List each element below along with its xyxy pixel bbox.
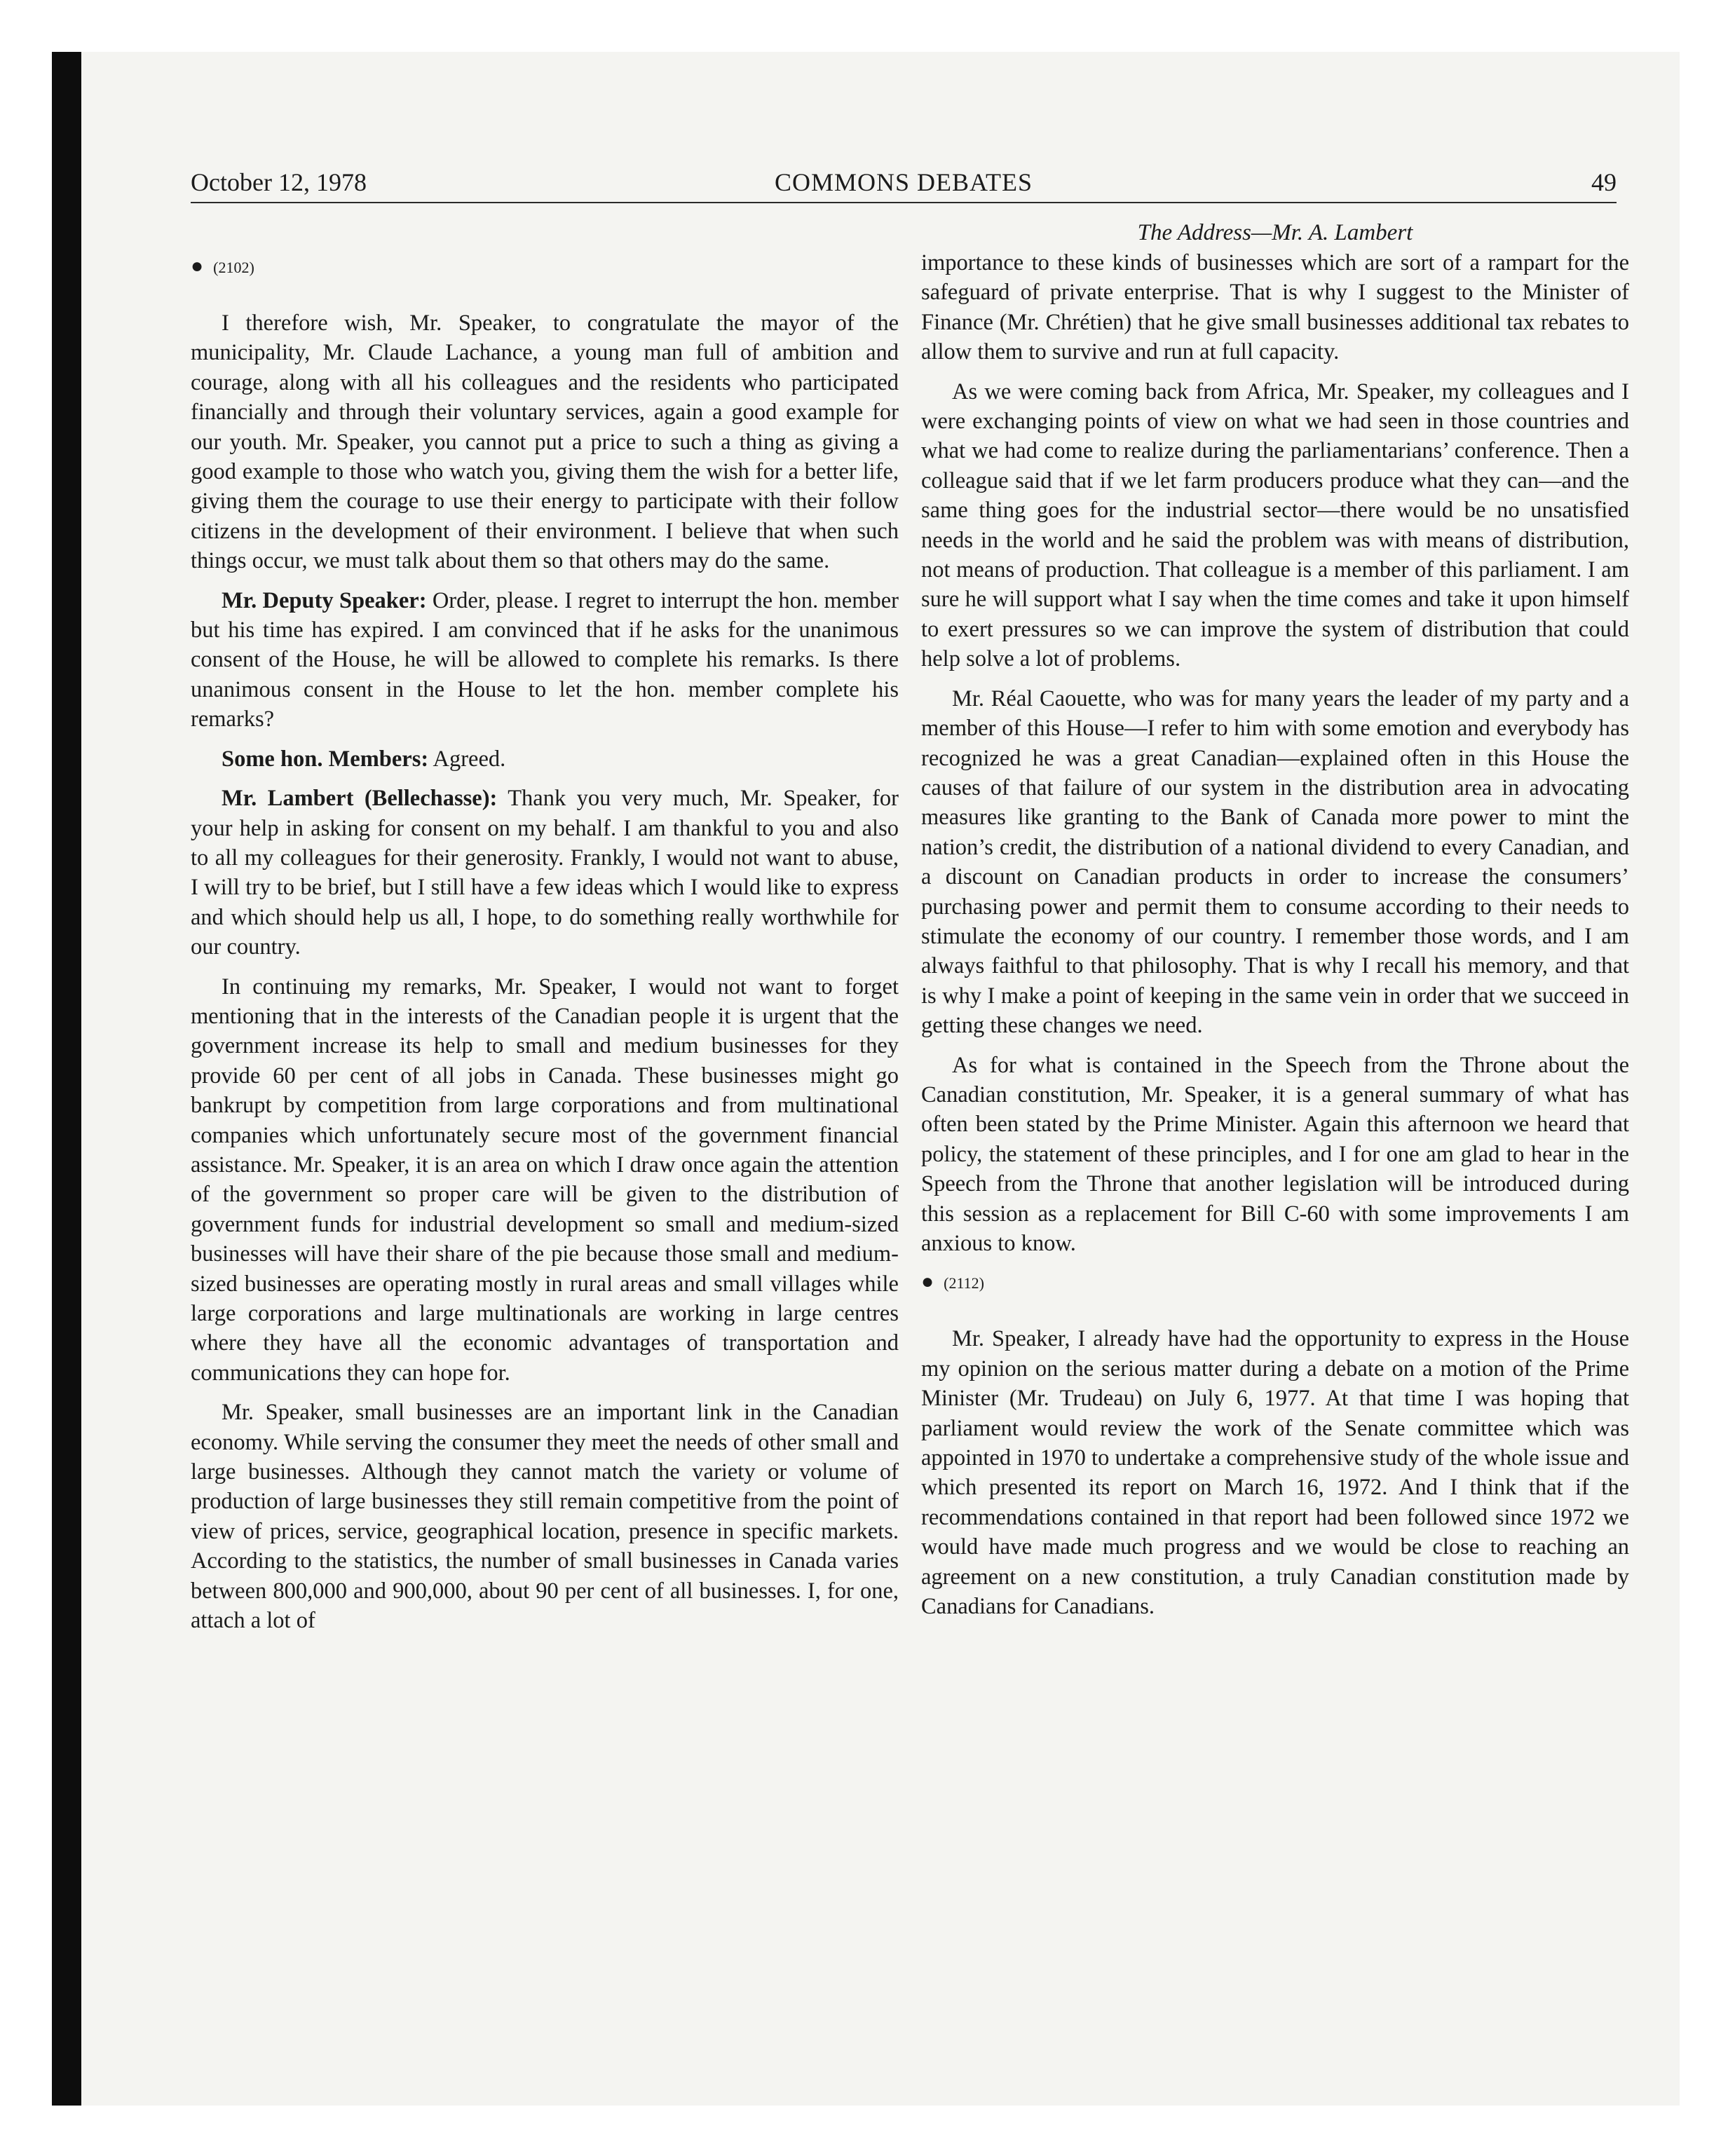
bullet-icon: ● [921, 1270, 934, 1294]
bullet-icon: ● [191, 254, 204, 278]
time-marker-label: (2102) [213, 259, 254, 276]
right-column [921, 210, 1629, 1631]
paragraph-continuing: In continuing my remarks, Mr. Speaker, I would not want to forget mentioning that in the interests of the Canadian people it is urgent that the government increase its help to small and medium businesses for they provide 60 per cent of all jobs in Canada. These businesses might go bankrupt by competition from large corporations and from multinational companies which unfortunately secure most of the government financial assistance. Mr. Speaker, it is an area on which I draw once again the attention of the government so proper care will be given to the distribution of government funds for industrial development so small and medium-sized businesses will have their share of the pie because those small and medium-sized businesses are operating mostly in rural areas and small villages while large corporations and large multinationals are working in large centres where they have all the economic advantages of transportation and communications they can hope for. [191, 974, 899, 1386]
header-page-number: 49 [1591, 168, 1617, 196]
page-header [191, 165, 1617, 203]
speech-text: Thank you very much, Mr. Speaker, for your help in asking for consent on my behalf. I am thankful to you and also to all my colleagues for their generosity. Frankly, I would not want to abuse, I will try to be brief, but I still have a few ideas which I would like to express and which should help us all, I hope, to do something really worthwhile for our country. [191, 786, 899, 960]
running-head: The Address—Mr. A. Lambert [1137, 220, 1413, 245]
paragraph-caouette: Mr. Réal Caouette, who was for many years the leader of my party and a member of this House—I refer to him with some emotion and everybody has recognized he was a great Canadian—explained often in this House the causes of that failure of our system in the distribution area in advocating measures like granting to the Bank of Canada more power to mint the nation’s credit, the distribution of a national dividend to every Canadian, and a discount on Canadian products in order to increase the consumers’ purchasing power and permit them to consume according to their needs to stimulate the economy of our country. I remember those words, and I am always faithful to that philosophy. That is why I recall his memory, and that is why I make a point of keeping in the same vein in order that we succeed in getting these changes we need. [921, 685, 1629, 1039]
speaker-label: Mr. Deputy Speaker: [222, 587, 427, 613]
paragraph-africa: As we were coming back from Africa, Mr. Speaker, my colleagues and I were exchanging points of view on what we had seen in those countries and what we had come to realize during the parliamentarians’ conference. Then a colleague said that if we let farm producers produce what they can—and the same thing goes for the industrial sector—there would be no unsatisfied needs in the world and he said the problem was with means of distribution, not means of production. That colleague is a member of this parliament. I am sure he will support what I say when the time comes and take it upon himself to exert pressures so we can improve the system of distribution that could help solve a lot of problems. [921, 378, 1629, 672]
paragraph-small-business: Mr. Speaker, small businesses are an important link in the Canadian economy. While serving the consumer they meet the needs of other small and large businesses. Although they cannot match the variety or volume of production of large businesses they still remain competitive from the point of view of prices, service, geographical location, presence in specific markets. According to the statistics, the number of small businesses in Canada varies between 800,000 and 900,000, about 90 per cent of all businesses. I, for one, attach a lot of [191, 1400, 899, 1634]
speech-text: Agreed. [428, 746, 506, 772]
speaker-label: Mr. Lambert (Bellechasse): [222, 786, 498, 812]
speech-text: Order, please. I regret to interrupt the hon. member but his time has expired. I am convinced that if he asks for the unanimous consent of the House, he will be allowed to complete his remarks. Is there unanimous consent in the House to let the hon. member complete his remarks? [191, 587, 899, 732]
paragraph-constitution: As for what is contained in the Speech from the Throne about the Canadian constitution, Mr. Speaker, it is a general summary of what has often been stated by the Prime Minister. Again this afternoon we heard that policy, the statement of these principles, and I for one am glad to hear in the Speech from the Throne that another legislation will be introduced during this session as a replacement for Bill C-60 with some improvements I am anxious to know. [921, 1052, 1629, 1256]
time-marker-2112 [921, 1268, 1629, 1297]
left-column [191, 210, 899, 1645]
paragraph-opportunity: Mr. Speaker, I already have had the opportunity to express in the House my opinion on the serious matter during a debate on a motion of the Prime Minister (Mr. Trudeau) on July 6, 1977. At that time I was hoping that parliament would review the work of the Senate committee which was appointed in 1970 to undertake a comprehensive study of the whole issue and which presented its report on March 16, 1972. And I think that if the recommendations contained in that report had been followed since 1972 we would have made much progress and we would be close to reaching an agreement on a new constitution, a truly Canadian constitution made by Canadians for Canadians. [921, 1326, 1629, 1620]
speaker-label: Some hon. Members: [222, 746, 429, 772]
paragraph-members [191, 744, 899, 774]
paragraph-continuation: importance to these kinds of businesses which are sort of a rampart for the safeguard of private enterprise. That is why I suggest to the Minister of Finance (Mr. Chrétien) that he give small businesses additional tax rebates to allow them to survive and run at full capacity. [921, 250, 1629, 365]
paragraph-congratulations: I therefore wish, Mr. Speaker, to congratulate the mayor of the municipality, Mr. Claude Lachance, a young man full of ambition and courage, along with all his colleagues and the residents who participated financially and through their voluntary services, again a good example for our youth. Mr. Speaker, you cannot put a price to such a thing as giving a good example to those who watch you, giving them the wish for a better life, giving them the courage to use their energy to participate with their follow citizens in the development of their environment. I believe that when such things occur, we must talk about them so that others may do the same. [191, 311, 899, 574]
time-marker-2102 [191, 252, 899, 282]
header-date: October 12, 1978 [191, 168, 367, 196]
time-marker-label: (2112) [944, 1274, 984, 1292]
paragraph-deputy-speaker [191, 586, 899, 735]
paragraph-lambert [191, 784, 899, 962]
header-title: COMMONS DEBATES [774, 168, 1033, 196]
scan-border [52, 52, 81, 2106]
